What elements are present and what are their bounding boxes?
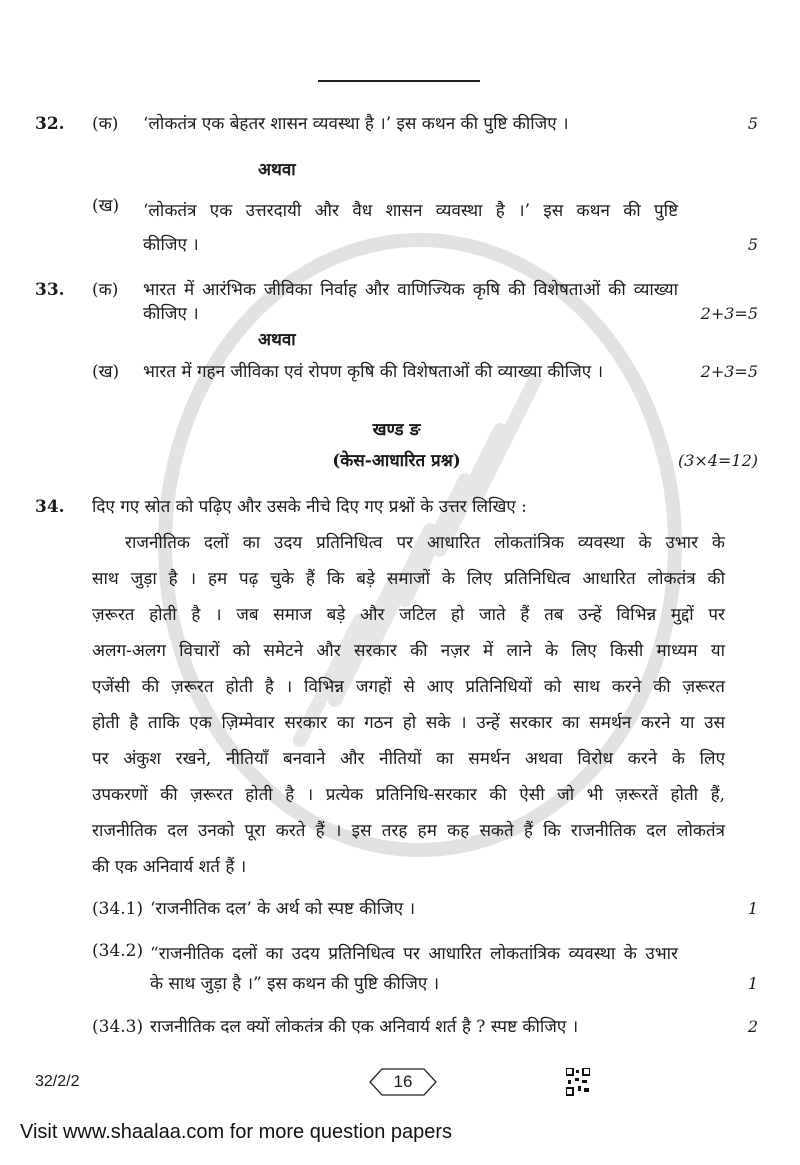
- marks: 2+3=5: [700, 362, 758, 381]
- question-33: [35, 278, 758, 326]
- question-text: ‘लोकतंत्र एक उत्तरदायी और वैध शासन व्यवस्था है ।’ इस कथन की पुष्टि: [143, 201, 678, 221]
- or-label: अथवा: [258, 330, 296, 350]
- section-subtitle-row: [35, 449, 758, 473]
- question-number: 32.: [35, 114, 65, 134]
- subquestion-text: राजनीतिक दल क्यों लोकतंत्र की एक अनिवार्य शर्त है ? स्पष्ट कीजिए ।: [150, 1017, 579, 1037]
- passage-line: राजनीतिक दल उनको पूरा करते हैं । इस तरह हम कह सकते हैं कि राजनीतिक दल लोकतंत्र: [92, 821, 725, 841]
- marks: 1: [747, 974, 758, 993]
- page-number: 16: [393, 1072, 413, 1091]
- marks: 5: [747, 114, 758, 133]
- passage-line: उपकरणों की ज़रूरत होती है । प्रत्येक प्रतिनिधि-सरकार की ऐसी जो भी ज़रूरतें होती हैं,: [92, 785, 725, 805]
- subquestion-text: के साथ जुड़ा है ।” इस कथन की पुष्टि कीजिए ।: [150, 974, 440, 994]
- subquestion-label: (34.2): [92, 941, 144, 961]
- option-label: (क): [92, 280, 119, 300]
- question-34: [35, 495, 758, 519]
- or-label: अथवा: [258, 160, 296, 180]
- question-text: कीजिए ।: [143, 304, 199, 324]
- passage-line: राजनीतिक दलों का उदय प्रतिनिधित्व पर आधारित लोकतांत्रिक व्यवस्था के उभार के: [125, 533, 725, 553]
- option-label: (ख): [92, 362, 120, 382]
- question-text: कीजिए ।: [143, 235, 199, 255]
- footer-visit-text: Visit www.shaalaa.com for more question papers: [20, 1121, 453, 1143]
- passage-line: साथ जुड़ा है । हम पढ़ चुके हैं कि बड़े समाजों के लिए प्रतिनिधित्व आधारित लोकतंत्र की: [92, 569, 725, 589]
- passage: [92, 525, 725, 885]
- passage-line: होती है ताकि एक ज़िम्मेवार सरकार का गठन हो सके । उन्हें सरकार का समर्थन करने या उस: [92, 713, 725, 733]
- page-footer: [35, 1067, 758, 1097]
- section-title: खण्ड ङ: [372, 420, 421, 440]
- option-label: (ख): [92, 196, 120, 216]
- page-number-badge: [368, 1067, 438, 1097]
- passage-line: एजेंसी की ज़रूरत होती है । विभिन्न जगहों से आए प्रतिनिधियों को साथ करने की ज़रूरत: [92, 677, 725, 697]
- subquestion-text: ‘राजनीतिक दल’ के अर्थ को स्पष्ट कीजिए ।: [150, 899, 416, 919]
- subquestion-label: (34.1): [92, 899, 144, 919]
- marks: 5: [747, 235, 758, 254]
- marks: 2: [747, 1017, 758, 1036]
- subquestion-34-3: [35, 1015, 758, 1039]
- question-32-b: [35, 194, 758, 262]
- question-32: [35, 112, 758, 136]
- instruction: दिए गए स्रोत को पढ़िए और उसके नीचे दिए गए प्रश्नों के उत्तर लिखिए :: [92, 497, 527, 517]
- passage-line: की एक अनिवार्य शर्त हैं ।: [92, 857, 247, 877]
- passage-line: अलग-अलग विचारों को समेटने और सरकार की नज़र में लाने के लिए किसी माध्यम या: [92, 641, 725, 661]
- question-text: भारत में आरंभिक जीविका निर्वाह और वाणिज्यिक कृषि की विशेषताओं की व्याख्या: [143, 280, 678, 300]
- section-marks: (3×4=12): [678, 451, 759, 470]
- qr-code-icon: [566, 1068, 590, 1096]
- subquestion-label: (34.3): [92, 1017, 144, 1037]
- question-33-b: [35, 360, 758, 384]
- subquestion-text: “राजनीतिक दलों का उदय प्रतिनिधित्व पर आधारित लोकतांत्रिक व्यवस्था के उभार: [150, 944, 678, 964]
- passage-line: ज़रूरत होती है । जब समाज बड़े और जटिल हो जाते हैं तब उन्हें विभिन्न मुद्दों पर: [92, 605, 725, 625]
- top-rule: [318, 80, 480, 82]
- question-number: 34.: [35, 497, 65, 517]
- question-number: 33.: [35, 280, 65, 300]
- paper-code: 32/2/2: [35, 1073, 80, 1090]
- subquestion-34-2: [35, 939, 758, 999]
- passage-line: पर अंकुश रखने, नीतियाँ बनवाने और नीतियों का समर्थन अथवा विरोध करने के लिए: [92, 749, 725, 769]
- section-subtitle: (केस-आधारित प्रश्न): [332, 451, 461, 471]
- question-text: भारत में गहन जीविका एवं रोपण कृषि की विशेषताओं की व्याख्या कीजिए ।: [143, 362, 604, 382]
- question-text: ‘लोकतंत्र एक बेहतर शासन व्यवस्था है ।’ इस कथन की पुष्टि कीजिए ।: [143, 114, 569, 134]
- subquestion-34-1: [35, 897, 758, 921]
- option-label: (क): [92, 114, 119, 134]
- marks: 1: [747, 899, 758, 918]
- marks: 2+3=5: [700, 304, 758, 323]
